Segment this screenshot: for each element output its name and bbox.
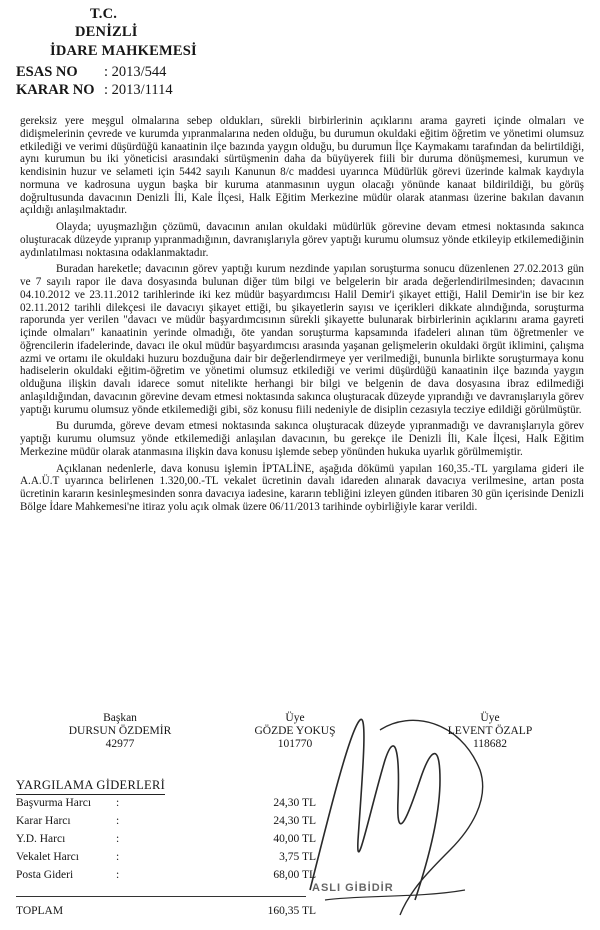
paragraph-4: Bu durumda, göreve devam etmesi noktasında sakınca oluşturacak düzeyde yıpranmadığı ve davranışlarıyla görev yaptığı kurumu olumsuz yönde etkilemediği anlaşılan davacının, bu gerekçe ile Denizli İli, Kale İlçesi, Halk Eğitim Merkezine müdür olarak atanmasına ilişkin dava konusu işlemde sebep yönünden hukuka uyarlık görülmemiştir. — [20, 420, 584, 458]
cost-colon: : — [116, 851, 120, 863]
cost-colon: : — [116, 797, 120, 809]
cost-label: Y.D. Harcı — [16, 833, 66, 845]
cost-row — [16, 815, 316, 829]
cost-row — [16, 833, 316, 847]
certified-copy-stamp: ASLI GİBİDİR — [312, 882, 394, 894]
signature-block-uye-1 — [225, 712, 365, 751]
paragraph-1: gereksiz yere meşgul olmalarına sebep oldukları, sürekli birbirlerinin açıklarını arama gayreti içinde olmaları ve didişmelerinin çevrede ve kurumda yıpranmalarına neden olduğu, bu durumun okuldaki eğitim öğretim ve yönetimi olumsuz etkilediği ve verimi düşürdüğü kanaatinin ilçe bazında yaygın olduğu, bu durumun İlçe Kaymakamı tarafından da belirtildiği, aynı kurumun bu iki yöneticisi arasındaki sürtüşmenin daha da büyüyerek fiili bir duruma dönüşmemesi, kurumun ve kendisinin huzur ve selameti için 5442 sayılı Kanunun 8/c maddesi uyarınca Müdürlük görevi üzerinde kalmak kaydıyla normuna ve kadrosuna uygun başka bir kuruma atanmasının uygun olacağı yönünde kanaat bildirildiği, bu görüş doğrultusunda davacının Denizli İli, Kale İlçesi, Halk Eğitim Merkezine müdür olarak atanması üzerine bakılan davanın açıldığı anlaşılmaktadır. — [20, 115, 584, 217]
decision-body — [20, 115, 584, 514]
signature-role: Üye — [285, 712, 305, 724]
signature-number: 118682 — [472, 738, 508, 750]
cost-colon: : — [116, 815, 120, 827]
header-court: İDARE MAHKEMESİ — [50, 43, 197, 59]
karar-no-value: : 2013/1114 — [104, 82, 173, 98]
costs-title: YARGILAMA GİDERLERİ — [16, 778, 165, 795]
cost-value: 24,30 TL — [273, 815, 316, 827]
esas-no-label: ESAS NO — [16, 64, 78, 80]
cost-value: 3,75 TL — [279, 851, 316, 863]
cost-colon: : — [116, 869, 120, 881]
cost-row — [16, 797, 316, 811]
costs-divider — [16, 896, 306, 897]
paragraph-5: Açıklanan nedenlerle, dava konusu işlemin İPTALİNE, aşağıda dökümü yapılan 160,35.-TL yargılama gideri ile A.A.Ü.T uyarınca belirlenen 1.320,00.-TL vekalet ücretinin davalı idareden alınarak davacıya verilmesine, artan posta ücretinin kararın kesinleşmesinden sonra davacıya iadesine, kararın tebliğini izleyen günden itibaren 30 gün içerisinde Denizli Bölge İdare Mahkemesi'ne itiraz yolu açık olmak üzere 06/11/2013 tarihinde oybirliğiyle karar verildi. — [20, 462, 584, 513]
signature-name: LEVENT ÖZALP — [447, 725, 533, 737]
karar-no-row — [16, 82, 173, 99]
cost-value: 40,00 TL — [273, 833, 316, 845]
signature-block-uye-2 — [420, 712, 560, 751]
paragraph-3: Buradan hareketle; davacının görev yaptığı kurum nezdinde yapılan soruşturma sonucu düzenlenen 27.02.2013 gün ve 7 sayılı rapor ile dava dosyasında bulunan diğer tüm bilgi ve belgelerin bir arada değerlendirilmesinden; davacının 04.10.2012 ve 23.11.2012 tarihlerinde iki kez müdür başyardımcısı Halil Demir'i şikayet ettiği, Halil Demir'in ise bir kez 02.11.2012 tarihli dilekçesi ile davacıyı şikayet ettiği, bu şikayetlerin sayısı ve içerikleri dikkate alındığında, soruşturma raporunda yer verilen "davacı ve müdür başyardımcısının sürekli şikayette bulunarak birbirlerinin açıklarını arama gayreti içinde olmaları" kanaatinin yerinde olmadığı, öte yandan soruşturma kapsamında ifadeleri alınan tüm öğretmenler ve öğrencilerin ifadelerinde, davacı ile okul müdür başyardımcısı arasında yaşanan gelişmelerin okuldaki örgüt iklimini, çalışma azmi ve ortamı ile okuldaki huzuru bozduğuna dair bir değerlendirmeye yer verilmediği, bununla birlikte soruşturmaya konu hadiselerin okuldaki eğitim-öğretim ve yönetimi olumsuz etkilediği ve verimi düşürdüğü kanaatinin ilçe bazında yaygın olduğuna ilişkin davalı idarece somut nitelikte herhangi bir bilgi ve belgenin de dava dosyasına ibraz edilmediği anlaşıldığından, davacının görevine devam etmesi noktasında sakınca oluşturacak düzeyde yıprandığı ve davranışlarıyla görev yaptığı kurumu olumsuz yönde etkilemediği gibi, söz konusu fiili nedeniyle de disiplin cezasıyla tecziye edildiği görülmüştür. — [20, 263, 584, 416]
karar-no-label: KARAR NO — [16, 82, 95, 98]
signature-number: 101770 — [277, 738, 313, 750]
cost-total-row — [16, 905, 316, 919]
esas-no-row — [16, 64, 166, 81]
cost-row — [16, 851, 316, 865]
signature-name: DURSUN ÖZDEMİR — [68, 725, 172, 737]
cost-value: 68,00 TL — [273, 869, 316, 881]
cost-total-label: TOPLAM — [16, 905, 64, 917]
esas-no-value: : 2013/544 — [104, 64, 167, 80]
signature-number: 42977 — [105, 738, 135, 750]
header-tc: T.C. — [90, 6, 118, 22]
cost-total-value: 160,35 TL — [267, 905, 316, 917]
header-city: DENİZLİ — [75, 24, 138, 40]
cost-label: Karar Harcı — [16, 815, 71, 827]
paragraph-2: Olayda; uyuşmazlığın çözümü, davacının anılan okuldaki müdürlük görevine devam etmesi noktasında sakınca oluşturacak düzeyde yıpranıp yıpranmadığının, davranışlarıyla görev yaptığı kurumu olumsuz yönde etkileyip etkilemediğinin aydınlatılması noktasına odaklanmaktadır. — [20, 221, 584, 259]
cost-value: 24,30 TL — [273, 797, 316, 809]
signature-role: Başkan — [103, 712, 137, 724]
cost-label: Posta Gideri — [16, 869, 74, 881]
cost-colon: : — [116, 833, 120, 845]
cost-label: Başvurma Harcı — [16, 797, 92, 809]
cost-label: Vekalet Harcı — [16, 851, 79, 863]
cost-row — [16, 869, 316, 883]
signature-name: GÖZDE YOKUŞ — [254, 725, 336, 737]
signature-block-baskan — [50, 712, 190, 751]
signature-role: Üye — [480, 712, 500, 724]
